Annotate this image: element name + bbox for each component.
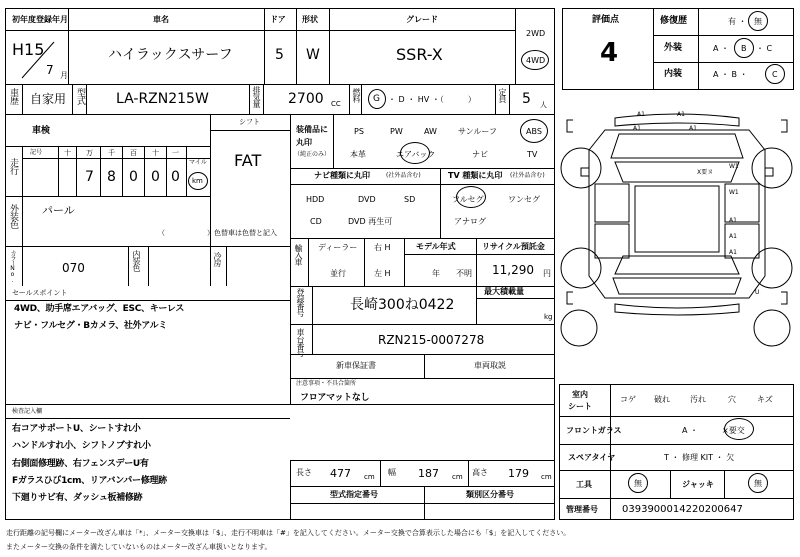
navi-dvd-play: DVD 再生可 [348,217,393,226]
drive-2wd: 2WD [526,29,546,38]
seat-label-2: シート [568,402,592,411]
width-label: 幅 [388,468,396,477]
exterior-color-value: パール [42,204,75,217]
usage-label: 車歴 [8,88,18,104]
rear-bumper [615,304,739,315]
mark-3: A1 [633,125,641,132]
car-name-value: ハイラックスサーフ [108,47,233,63]
mgmt-number: 0393900014220200647 [622,504,743,515]
model-value: LA-RZN215W [116,91,209,107]
unit-6: 一 [172,149,179,157]
sales-line-2: ナビ・フルセグ・Bカメラ、社外アルミ [14,321,168,331]
inspector-line-4: Fガラスひび1cm、リアバンパー修理跡 [12,476,167,486]
interior-color-label: 内装色 [132,250,141,271]
tv-analog: アナログ [454,217,486,226]
inspector-line-5: 下廻りサビ有、ダッシュ板補修跡 [12,493,143,503]
shift-value: FAT [234,151,262,170]
spare-tire-diagram-r [754,310,790,346]
color-no-value: 070 [62,261,85,275]
navi-label: ナビ種類に丸印 [314,171,370,180]
length-unit: cm [364,473,375,481]
shape-label: 形状 [302,15,318,24]
recycle-value: 11,290 [492,263,534,277]
km-label: km [192,177,203,185]
hood [611,134,743,158]
import-parallel: 並行 [330,269,346,278]
inspector-line-1: 右コアサポートU、シートすれ小 [12,424,141,434]
color-change-note: （ ）色替車は色替と記入 [158,229,277,237]
height-unit: cm [541,473,552,481]
height-label: 高さ [472,468,488,477]
displacement-value: 2700 [288,91,324,107]
navi-sub: (社外品含む) [386,172,421,179]
navi-hdd: HDD [306,195,325,204]
max-load-label: 最大積載量 [484,287,524,296]
left-front-door [595,184,629,222]
model-year-label: モデル年式 [416,242,456,251]
tv-sub: (社外品含む) [510,172,545,179]
tools-label: 工具 [576,480,592,489]
rear-hatch [613,278,741,294]
unit-3: 千 [108,149,115,157]
width-unit: cm [452,473,463,481]
equip-sunroof: サンルーフ [458,127,497,136]
sales-points-label: セールスポイント [12,289,68,297]
car-damage-diagram [559,98,794,380]
fuel-g: G [373,94,380,104]
bracket-bl [567,292,573,304]
interior-label: 内装 [664,69,683,79]
sales-line-1: 4WD、助手席エアバッグ、ESC、キーレス [14,304,185,314]
unit-2: 万 [86,149,93,157]
equip-navi: ナビ [472,150,488,159]
bracket-tr [781,120,787,132]
mileage-digit-2: 8 [107,169,116,185]
unit-1: 十 [64,149,71,157]
left-mirror [581,168,589,176]
inspector-line-3: 右側面修理跡、右フェンスデーU有 [12,459,149,469]
equip-aw: AW [424,127,437,136]
glass-a: A ・ [682,426,699,435]
mark-1: A1 [637,111,645,118]
month-unit: 月 [60,71,68,80]
glass-note: ×要交 [722,426,745,435]
mgmt-label: 管理番号 [566,505,598,514]
displacement-label: 排気量 [252,86,261,107]
capacity-value: 5 [522,91,531,107]
mark-2: A1 [677,111,685,118]
windshield [615,162,739,182]
seat-item-tear: 破れ [654,395,670,404]
fuel-other: ・ D ・ HV ・（ ） [388,95,476,104]
manual-label: 車両取説 [474,361,506,370]
recycle-label: リサイクル預託金 [482,242,545,251]
spare-label: スペアタイヤ [568,453,616,462]
door-label: ドア [270,15,286,24]
repair-options: 有 ・ [728,17,747,26]
cc-unit: CC [331,100,341,108]
drive-4wd: 4WD [526,56,546,65]
recycle-yen: 円 [543,269,551,278]
length-label: 長さ [296,468,312,477]
seat-item-dirt: 汚れ [690,395,706,404]
equip-tv: TV [527,150,538,159]
width-value: 187 [418,467,439,480]
month-value: 7 [46,63,54,77]
footer-line-2: またメーター交換の条件を満たしていないものはメーター改ざん車扱いとなります。 [6,543,272,551]
seat-item-scratch: キズ [757,395,773,404]
repair-label: 修復歴 [660,16,688,26]
tv-oneseg: ワンセグ [508,195,540,204]
usage-value: 自家用 [30,92,67,106]
model-label: 型式 [75,88,85,104]
mark-11: U [755,289,760,296]
type-no-label: 型式指定番号 [330,490,378,499]
car-name-label: 車名 [153,15,169,24]
mileage-label: 走行 [8,158,18,174]
shape-value: W [306,47,320,63]
wheel-rear-left [561,248,601,288]
navi-sd: SD [404,195,416,204]
mileage-digit-5: 0 [171,169,180,185]
interior-ab: A ・ B ・ [713,70,748,79]
bracket-tl [567,120,573,132]
spare-items: T ・ 修理 KIT ・ 欠 [664,453,735,462]
right-mirror [765,168,773,176]
footer-line-1: 走行距離の記号欄にメーター改ざん車は「*」、メーター交換車は「$」、走行不明車は「#」を記入してください。メーター交換で合算表示した場合にも「$」を記入してください。 [6,529,571,537]
notes-label: 注意事項・不具合箇所 [296,380,357,387]
color-no-label: カラーNo. [9,250,16,283]
reg-number-value: 長崎300ね0422 [350,297,455,313]
navi-dvd: DVD [358,195,376,204]
mileage-digit-3: 0 [129,169,138,185]
mileage-digit-4: 0 [151,169,160,185]
mark-5: W1 [729,163,739,170]
import-dealer: ディーラー [318,243,358,252]
equip-leather: 本革 [350,150,366,159]
shift-label: シフト [239,118,260,126]
inspector-label: 検査記入欄 [12,408,43,415]
repair-selected: 無 [754,17,762,26]
capacity-label: 定員 [498,88,507,102]
interior-c: C [772,70,778,79]
roof [635,186,719,252]
import-rh: 右 H [374,243,391,252]
max-load-kg: kg [544,313,553,321]
mark-9: A1 [729,233,737,240]
glass-label: フロントガラス [566,426,622,435]
reg-number-label: 登録番号 [296,288,305,316]
seat-item-burn: コゲ [620,395,636,404]
rear-window [615,256,739,274]
seat-label-1: 室内 [572,390,588,399]
mark-4: A1 [689,125,697,132]
class-no-label: 類別区分番号 [466,490,514,499]
year-unknown: 不明 [456,269,472,278]
seat-item-hole: 穴 [728,395,736,404]
mile-label: マイル [189,159,207,166]
notes-value: フロアマットなし [300,393,370,403]
fuel-label: 燃料 [352,88,361,102]
tools-value: 無 [634,479,642,488]
equipment-label-1: 装備品に [296,125,328,134]
chassis-value: RZN215-0007278 [378,333,485,347]
jack-label: ジャッキ [682,480,714,489]
equipment-label-3: （純正のみ） [294,151,331,158]
exterior-a: A ・ [713,44,730,53]
equip-pw: PW [390,127,403,136]
exterior-color-label: 外装色 [8,204,18,228]
exterior-label: 外装 [664,43,683,53]
mark-10: A1 [729,249,737,256]
overall-score: 4 [600,38,619,68]
tv-fullseg: フルセグ [452,195,484,204]
unit-4: 百 [130,149,137,157]
mark-8: A1 [729,217,737,224]
import-lh: 左 H [374,269,391,278]
grade-value: SSR-X [396,45,443,64]
equip-ps: PS [354,127,364,136]
doors-value: 5 [275,47,284,63]
capacity-unit: 人 [540,101,547,109]
era-value: H15 [12,40,45,59]
reg-year-label: 初年度登録年月 [12,15,68,24]
navi-cd: CD [310,217,322,226]
bracket-br [781,292,787,304]
wheel-rear-right [752,248,792,288]
warranty-label: 新車保証書 [336,361,376,370]
height-value: 179 [508,467,529,480]
inspection-label: 車検 [32,126,51,136]
unit-5: 十 [152,149,159,157]
inspector-line-2: ハンドルすれ小、シフトノブすれ小 [12,441,151,451]
equip-abs: ABS [526,127,542,136]
mileage-digit-1: 7 [85,169,94,185]
mileage-sub-label: 記号 [30,149,43,156]
import-label: 輸入車 [294,244,303,265]
condition-frame [559,384,794,520]
cooler-label: 冷房 [213,252,222,266]
jack-value: 無 [754,479,762,488]
exterior-c: ・ C [756,44,773,53]
year-slash [8,34,68,84]
equip-airbag: エアバック [396,150,436,159]
overall-score-label: 評価点 [592,15,620,25]
chassis-label: 車台番号 [296,328,305,356]
spare-tire-diagram [561,310,597,346]
exterior-b: B [741,44,747,53]
grade-label: グレード [406,15,438,24]
left-rear-door [595,224,629,258]
year-unit: 年 [432,269,440,278]
mark-7: W1 [729,189,739,196]
equipment-label-2: 丸印 [296,138,312,147]
length-value: 477 [330,467,351,480]
tv-label: TV 種類に丸印 [448,171,503,180]
mark-6: X要ヌ [697,169,714,176]
